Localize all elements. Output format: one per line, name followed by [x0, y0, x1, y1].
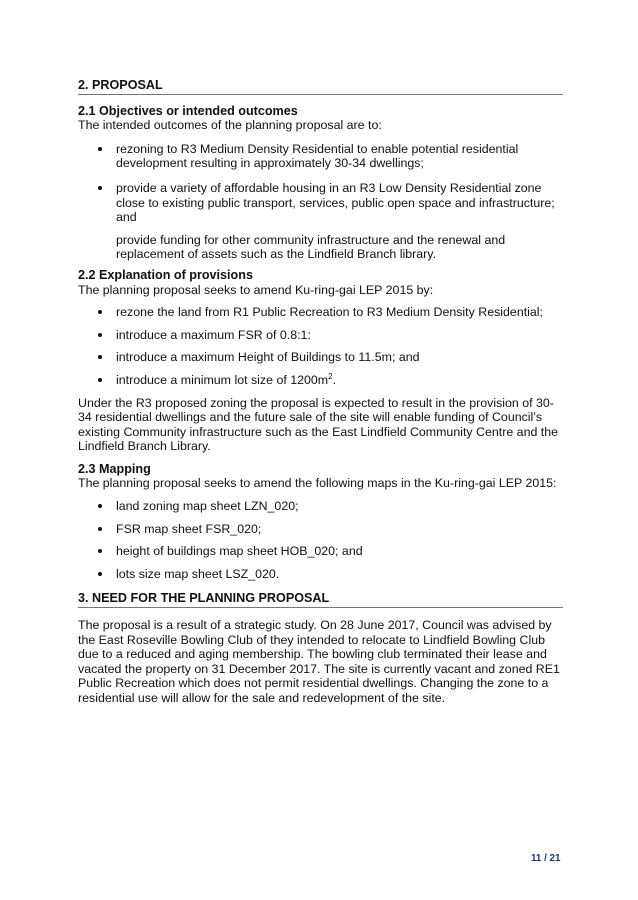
bullet-icon: [98, 572, 102, 576]
bullet-icon: [98, 310, 102, 314]
section-3-heading: 3. NEED FOR THE PLANNING PROPOSAL: [78, 591, 563, 608]
section-2-1-list: [78, 142, 563, 225]
list-item: [78, 522, 563, 537]
section-2-heading: 2. PROPOSAL: [78, 78, 563, 95]
list-item-text: rezone the land from R1 Public Recreation to R3 Medium Density Residential;: [116, 305, 543, 320]
bullet-icon: [98, 147, 102, 151]
list-item: [78, 350, 563, 365]
section-2-2-paragraph: Under the R3 proposed zoning the proposal is expected to result in the provision of 30-34 residential dwellings and the future sale of the site will enable funding of Council’s existing Community infrastructure such as the East Lindfield Community Centre and the Lindfield Branch Library.: [78, 395, 559, 454]
section-2-3-heading: 2.3 Mapping: [78, 461, 151, 476]
list-item-text: land zoning map sheet LZN_020;: [116, 499, 299, 514]
list-item: [78, 499, 563, 514]
section-2-2-list: [78, 305, 563, 387]
section-2-2-intro: The planning proposal seeks to amend Ku-ring-gai LEP 2015 by:: [78, 282, 434, 297]
section-2-1-intro: The intended outcomes of the planning proposal are to:: [78, 118, 382, 133]
bullet-icon: [98, 333, 102, 337]
section-2-3-intro: The planning proposal seeks to amend the following maps in the Ku-ring-gai LEP 2015:: [78, 476, 557, 491]
bullet-icon: [98, 527, 102, 531]
superscript: 2: [328, 371, 333, 381]
list-item: [78, 373, 563, 388]
list-item-text: FSR map sheet FSR_020;: [116, 521, 262, 536]
list-item-text: introduce a maximum Height of Buildings to 11.5m; and: [116, 350, 420, 365]
bullet-icon: [98, 355, 102, 359]
section-2-1-continuation: provide funding for other community infrastructure and the renewal and replacement of assets such as the Lindfield Branch library.: [116, 232, 506, 262]
list-item: [78, 142, 563, 171]
bullet-icon: [98, 378, 102, 382]
list-item: [78, 305, 563, 320]
list-item: [78, 328, 563, 343]
list-item-text: rezoning to R3 Medium Density Residential to enable potential residential development resulting in approximately 30-34 dwellings;: [116, 141, 519, 171]
section-3-paragraph: The proposal is a result of a strategic study. On 28 June 2017, Council was advised by the East Roseville Bowling Club of they intended to relocate to Lindfield Bowling Club due to a reduced and aging membership. The bowling club terminated their lease and vacated the property on 31 December 2017. The site is currently vacant and zoned RE1 Public Recreation which does not permit residential dwellings. Changing the zone to a residential use will allow for the sale and redevelopment of the site.: [78, 618, 560, 705]
bullet-icon: [98, 504, 102, 508]
list-item: [78, 181, 563, 225]
list-item-end: .: [332, 372, 337, 387]
list-item: [78, 544, 563, 559]
list-item-text: provide a variety of affordable housing in an R3 Low Density Residential zone close to existing public transport, services, public open space and infrastructure; and: [116, 180, 555, 225]
section-2-1-heading: 2.1 Objectives or intended outcomes: [78, 103, 298, 118]
list-item-text: lots size map sheet LSZ_020.: [116, 566, 280, 581]
bullet-icon: [98, 549, 102, 553]
list-item-text: introduce a maximum FSR of 0.8:1:: [116, 327, 311, 342]
section-2-2-heading: 2.2 Explanation of provisions: [78, 267, 253, 282]
list-item-text: height of buildings map sheet HOB_020; and: [116, 544, 363, 559]
list-item: [78, 567, 563, 582]
document-page: [78, 78, 563, 706]
bullet-icon: [98, 186, 102, 190]
section-2-3-list: [78, 499, 563, 581]
page-number: 11 / 21: [531, 853, 561, 864]
list-item-text: introduce a minimum lot size of 1200m: [116, 372, 329, 387]
